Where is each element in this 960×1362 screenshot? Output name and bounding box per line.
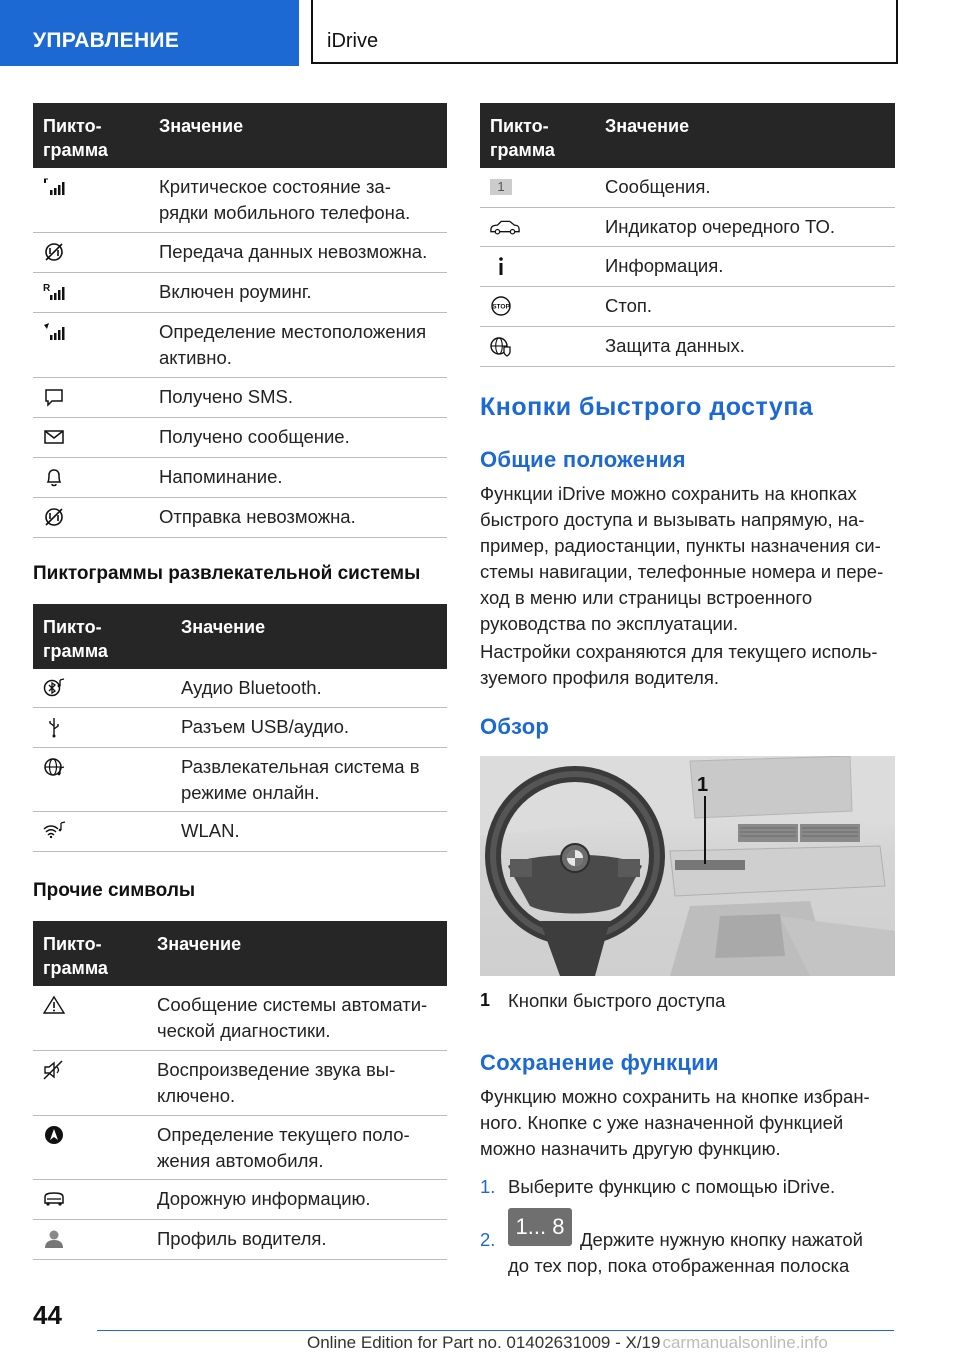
profile-paragraph: Настройки сохраняются для текущего исполь- зуемого профиля водителя.: [480, 641, 878, 688]
table-row: [33, 986, 447, 1051]
table-row: [33, 812, 447, 852]
table-row: [33, 669, 447, 708]
step-text: Выберите функцию с помощью iDrive.: [508, 1176, 836, 1197]
step-text: Держите нужную кнопку нажатой: [580, 1229, 864, 1250]
svg-text:R: R: [43, 283, 51, 294]
row-text: Критическое состояние за- рядки мобильного телефона.: [159, 176, 411, 223]
send-disabled-icon: [41, 506, 67, 528]
svg-text:STOP: STOP: [492, 303, 510, 311]
sms-bubble-icon: [41, 386, 67, 408]
legend-number: 1: [480, 990, 491, 1010]
row-text: Отправка невозможна.: [159, 506, 356, 527]
status-icons-table: [33, 103, 447, 538]
column-header-pictogram: Пикто- грамма: [43, 116, 108, 160]
entertainment-icons-table: [33, 604, 447, 852]
section-title: УПРАВЛЕНИЕ: [33, 29, 180, 52]
row-text: Разъем USB/аудио.: [181, 716, 350, 737]
table-row: [33, 708, 447, 748]
row-text: Определение местоположения активно.: [159, 321, 427, 368]
column-header-pictogram: Пикто- грамма: [43, 617, 108, 661]
row-text: Сообщение системы автомати- ческой диагностики.: [157, 994, 428, 1041]
page-number: 44: [33, 1300, 62, 1330]
legend-text: Кнопки быстрого доступа: [508, 990, 726, 1011]
column-header-meaning: Значение: [181, 617, 266, 637]
table-row: [480, 208, 895, 247]
table-row: [33, 1180, 447, 1220]
chapter-header: [311, 0, 898, 64]
column-header-meaning: Значение: [159, 116, 244, 136]
envelope-icon: [41, 426, 67, 448]
dashboard-photo: [480, 756, 895, 976]
table-header: [33, 103, 447, 168]
table-row: [480, 247, 895, 287]
row-text: Получено сообщение.: [159, 426, 350, 447]
row-text: Дорожную информацию.: [157, 1188, 371, 1209]
table-row: [480, 168, 895, 208]
step-number: 2.: [480, 1229, 496, 1250]
table-row: [33, 1220, 447, 1260]
row-text: Развлекательная система в режиме онлайн.: [181, 756, 420, 803]
section-header: [0, 0, 299, 66]
bluetooth-audio-icon: [41, 677, 67, 699]
row-text: Аудио Bluetooth.: [181, 677, 322, 698]
row-text: Передача данных невозможна.: [159, 241, 428, 262]
location-arrow-icon: [41, 1124, 67, 1146]
table-row: [33, 498, 447, 538]
column-header-meaning: Значение: [605, 116, 690, 136]
table-row: [480, 287, 895, 327]
row-text: Стоп.: [605, 295, 653, 316]
row-text: Защита данных.: [605, 335, 745, 356]
column-header-meaning: Значение: [157, 934, 242, 954]
speaker-muted-icon: [41, 1059, 67, 1081]
wlan-audio-icon: [41, 820, 67, 842]
table-row: [33, 418, 447, 458]
signal-bars-critical-icon: [41, 176, 67, 198]
table-header: [480, 103, 895, 168]
table-row: [33, 1116, 447, 1180]
column-header-pictogram: Пикто- грамма: [490, 116, 555, 160]
row-text: Профиль водителя.: [157, 1228, 327, 1249]
data-protection-icon: [488, 335, 514, 357]
column-header-pictogram: Пикто- грамма: [43, 934, 108, 978]
table-row: [33, 168, 447, 233]
table-row: [33, 748, 447, 812]
usb-icon: [41, 716, 67, 738]
row-text: Сообщения.: [605, 176, 711, 197]
chapter-title: iDrive: [327, 30, 379, 52]
table-row: [33, 313, 447, 378]
data-transfer-disabled-icon: [41, 241, 67, 263]
table-row: [480, 327, 895, 367]
row-text: Определение текущего поло- жения автомобиля.: [157, 1124, 410, 1171]
row-text: Индикатор очередного ТО.: [605, 216, 836, 237]
location-signal-icon: [41, 321, 67, 343]
row-text: Информация.: [605, 255, 724, 276]
online-entertainment-icon: [41, 756, 67, 778]
stop-icon: [488, 295, 514, 317]
general-paragraph: Функции iDrive можно сохранить на кнопках быстрого доступа и вызывать напрямую, на- пример, радиостанции, пункты назначения си- стемы навигации, телефонные номера и пере- ход в меню или страницы встроенного руководства по эксплуатации.: [480, 483, 884, 634]
table-header: [33, 604, 447, 669]
favorite-buttons-icon: 1... 8: [508, 1208, 572, 1246]
table-row: [33, 378, 447, 418]
car-service-icon: [488, 216, 522, 238]
table-header: [33, 921, 447, 986]
step-text-continued: до тех пор, пока отображенная полоска: [508, 1255, 850, 1276]
photo-callout-label: 1: [697, 774, 709, 796]
subsection-heading: Общие положения: [480, 447, 686, 472]
subsection-title: Прочие символы: [33, 880, 196, 901]
subsection-title: Пиктограммы развлекательной системы: [33, 563, 421, 584]
footer-divider: [97, 1330, 894, 1331]
save-paragraph: Функцию можно сохранить на кнопке избран- ного. Кнопке с уже назначенной функцией можно назначить другую функцию.: [480, 1086, 870, 1159]
subsection-heading: Обзор: [480, 714, 550, 739]
info-icon: [488, 255, 514, 277]
table-row: [33, 273, 447, 313]
row-text: Воспроизведение звука вы- ключено.: [157, 1059, 396, 1106]
table-row: [33, 458, 447, 498]
warning-triangle-icon: [41, 994, 67, 1016]
message-count-icon: 1: [488, 176, 514, 198]
subsection-heading: Сохранение функции: [480, 1050, 719, 1075]
row-text: WLAN.: [181, 820, 240, 841]
section-heading: Кнопки быстрого доступа: [480, 393, 814, 421]
traffic-info-icon: [41, 1188, 67, 1210]
row-text: Включен роуминг.: [159, 281, 312, 302]
table-row: [33, 1051, 447, 1116]
step-number: 1.: [480, 1176, 496, 1197]
row-text: Напоминание.: [159, 466, 283, 487]
other-symbols-table-continued: [480, 103, 895, 367]
table-row: [33, 233, 447, 273]
row-text: Получено SMS.: [159, 386, 294, 407]
other-symbols-table: [33, 921, 447, 1260]
bell-icon: [41, 466, 67, 488]
edition-text: Online Edition for Part no. 01402631009 - X/19 carmanualsonline.info: [307, 1333, 828, 1352]
roaming-signal-icon: [41, 281, 67, 303]
driver-profile-icon: [41, 1228, 67, 1250]
